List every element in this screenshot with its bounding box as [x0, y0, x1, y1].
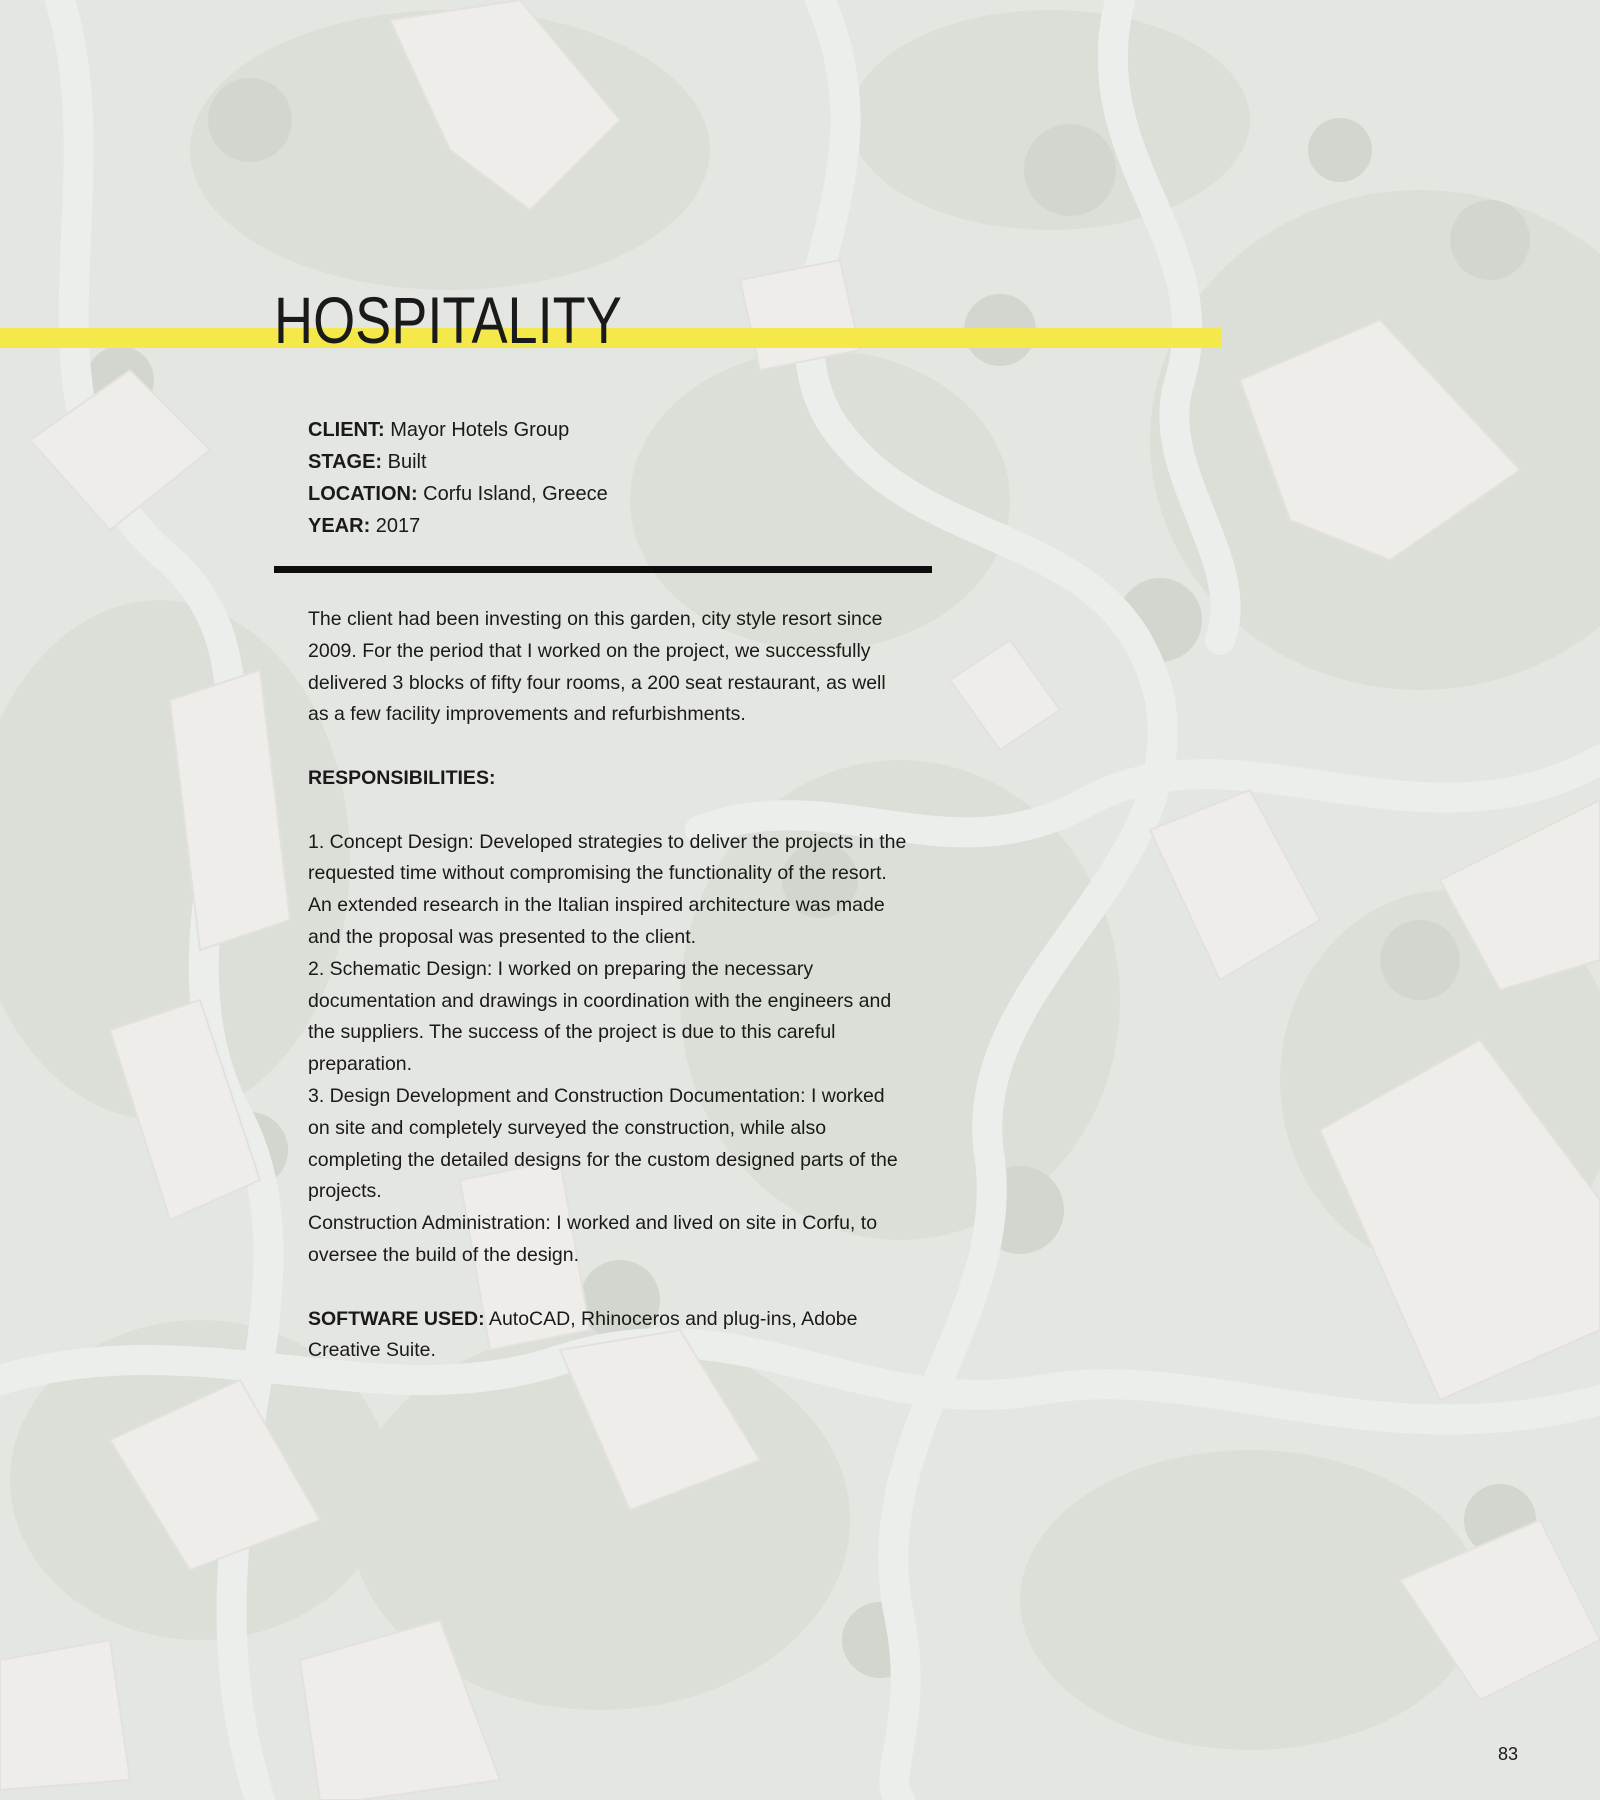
- stage-row: [308, 446, 928, 478]
- software-value: AutoCAD, Rhinoceros and plug-ins, Adobe Creative Suite.: [308, 1307, 858, 1362]
- year-label: YEAR:: [308, 515, 371, 537]
- location-value: Corfu Island, Greece: [423, 483, 608, 505]
- location-label: LOCATION:: [308, 483, 418, 505]
- year-row: [308, 510, 928, 542]
- spacer: [308, 1272, 908, 1304]
- section-divider: [274, 566, 932, 573]
- client-value: Mayor Hotels Group: [390, 419, 570, 441]
- year-value: 2017: [375, 515, 421, 537]
- stage-label: STAGE:: [308, 451, 383, 473]
- responsibilities-heading: RESPONSIBILITIES:: [308, 766, 496, 789]
- page-number: 83: [1497, 1744, 1518, 1764]
- intro-paragraph: The client had been investing on this garden, city style resort since 2009. For the period that I worked on the project, we successfully delivered 3 blocks of fifty four rooms, a 200 seat restaurant, as well as a few facility improvements and refurbishments.: [308, 608, 886, 726]
- section-title: HOSPITALITY: [274, 283, 622, 357]
- responsibility-item: 3. Design Development and Construction Documentation: I worked on site and completely surveyed the construction, while also completing the detailed designs for the custom designed parts of the projects.: [308, 1084, 898, 1203]
- spacer: [308, 795, 908, 827]
- spacer: [308, 731, 908, 763]
- location-row: [308, 478, 928, 510]
- client-label: CLIENT:: [308, 419, 385, 441]
- project-description: [308, 604, 908, 1367]
- responsibility-item: 2. Schematic Design: I worked on preparing the necessary documentation and drawings in coordination with the engineers and the suppliers. The success of the project is due to this careful preparation.: [308, 957, 892, 1076]
- responsibility-item: 1. Concept Design: Developed strategies to deliver the projects in the requested time without compromising the functionality of the resort. An extended research in the Italian inspired architecture was made and the proposal was presented to the client.: [308, 830, 907, 948]
- software-label: SOFTWARE USED:: [308, 1307, 485, 1330]
- project-details: [308, 414, 928, 542]
- client-row: [308, 414, 928, 446]
- responsibility-item: Construction Administration: I worked and lived on site in Corfu, to oversee the build of the design.: [308, 1212, 878, 1266]
- stage-value: Built: [387, 451, 427, 473]
- software-line: [308, 1304, 908, 1368]
